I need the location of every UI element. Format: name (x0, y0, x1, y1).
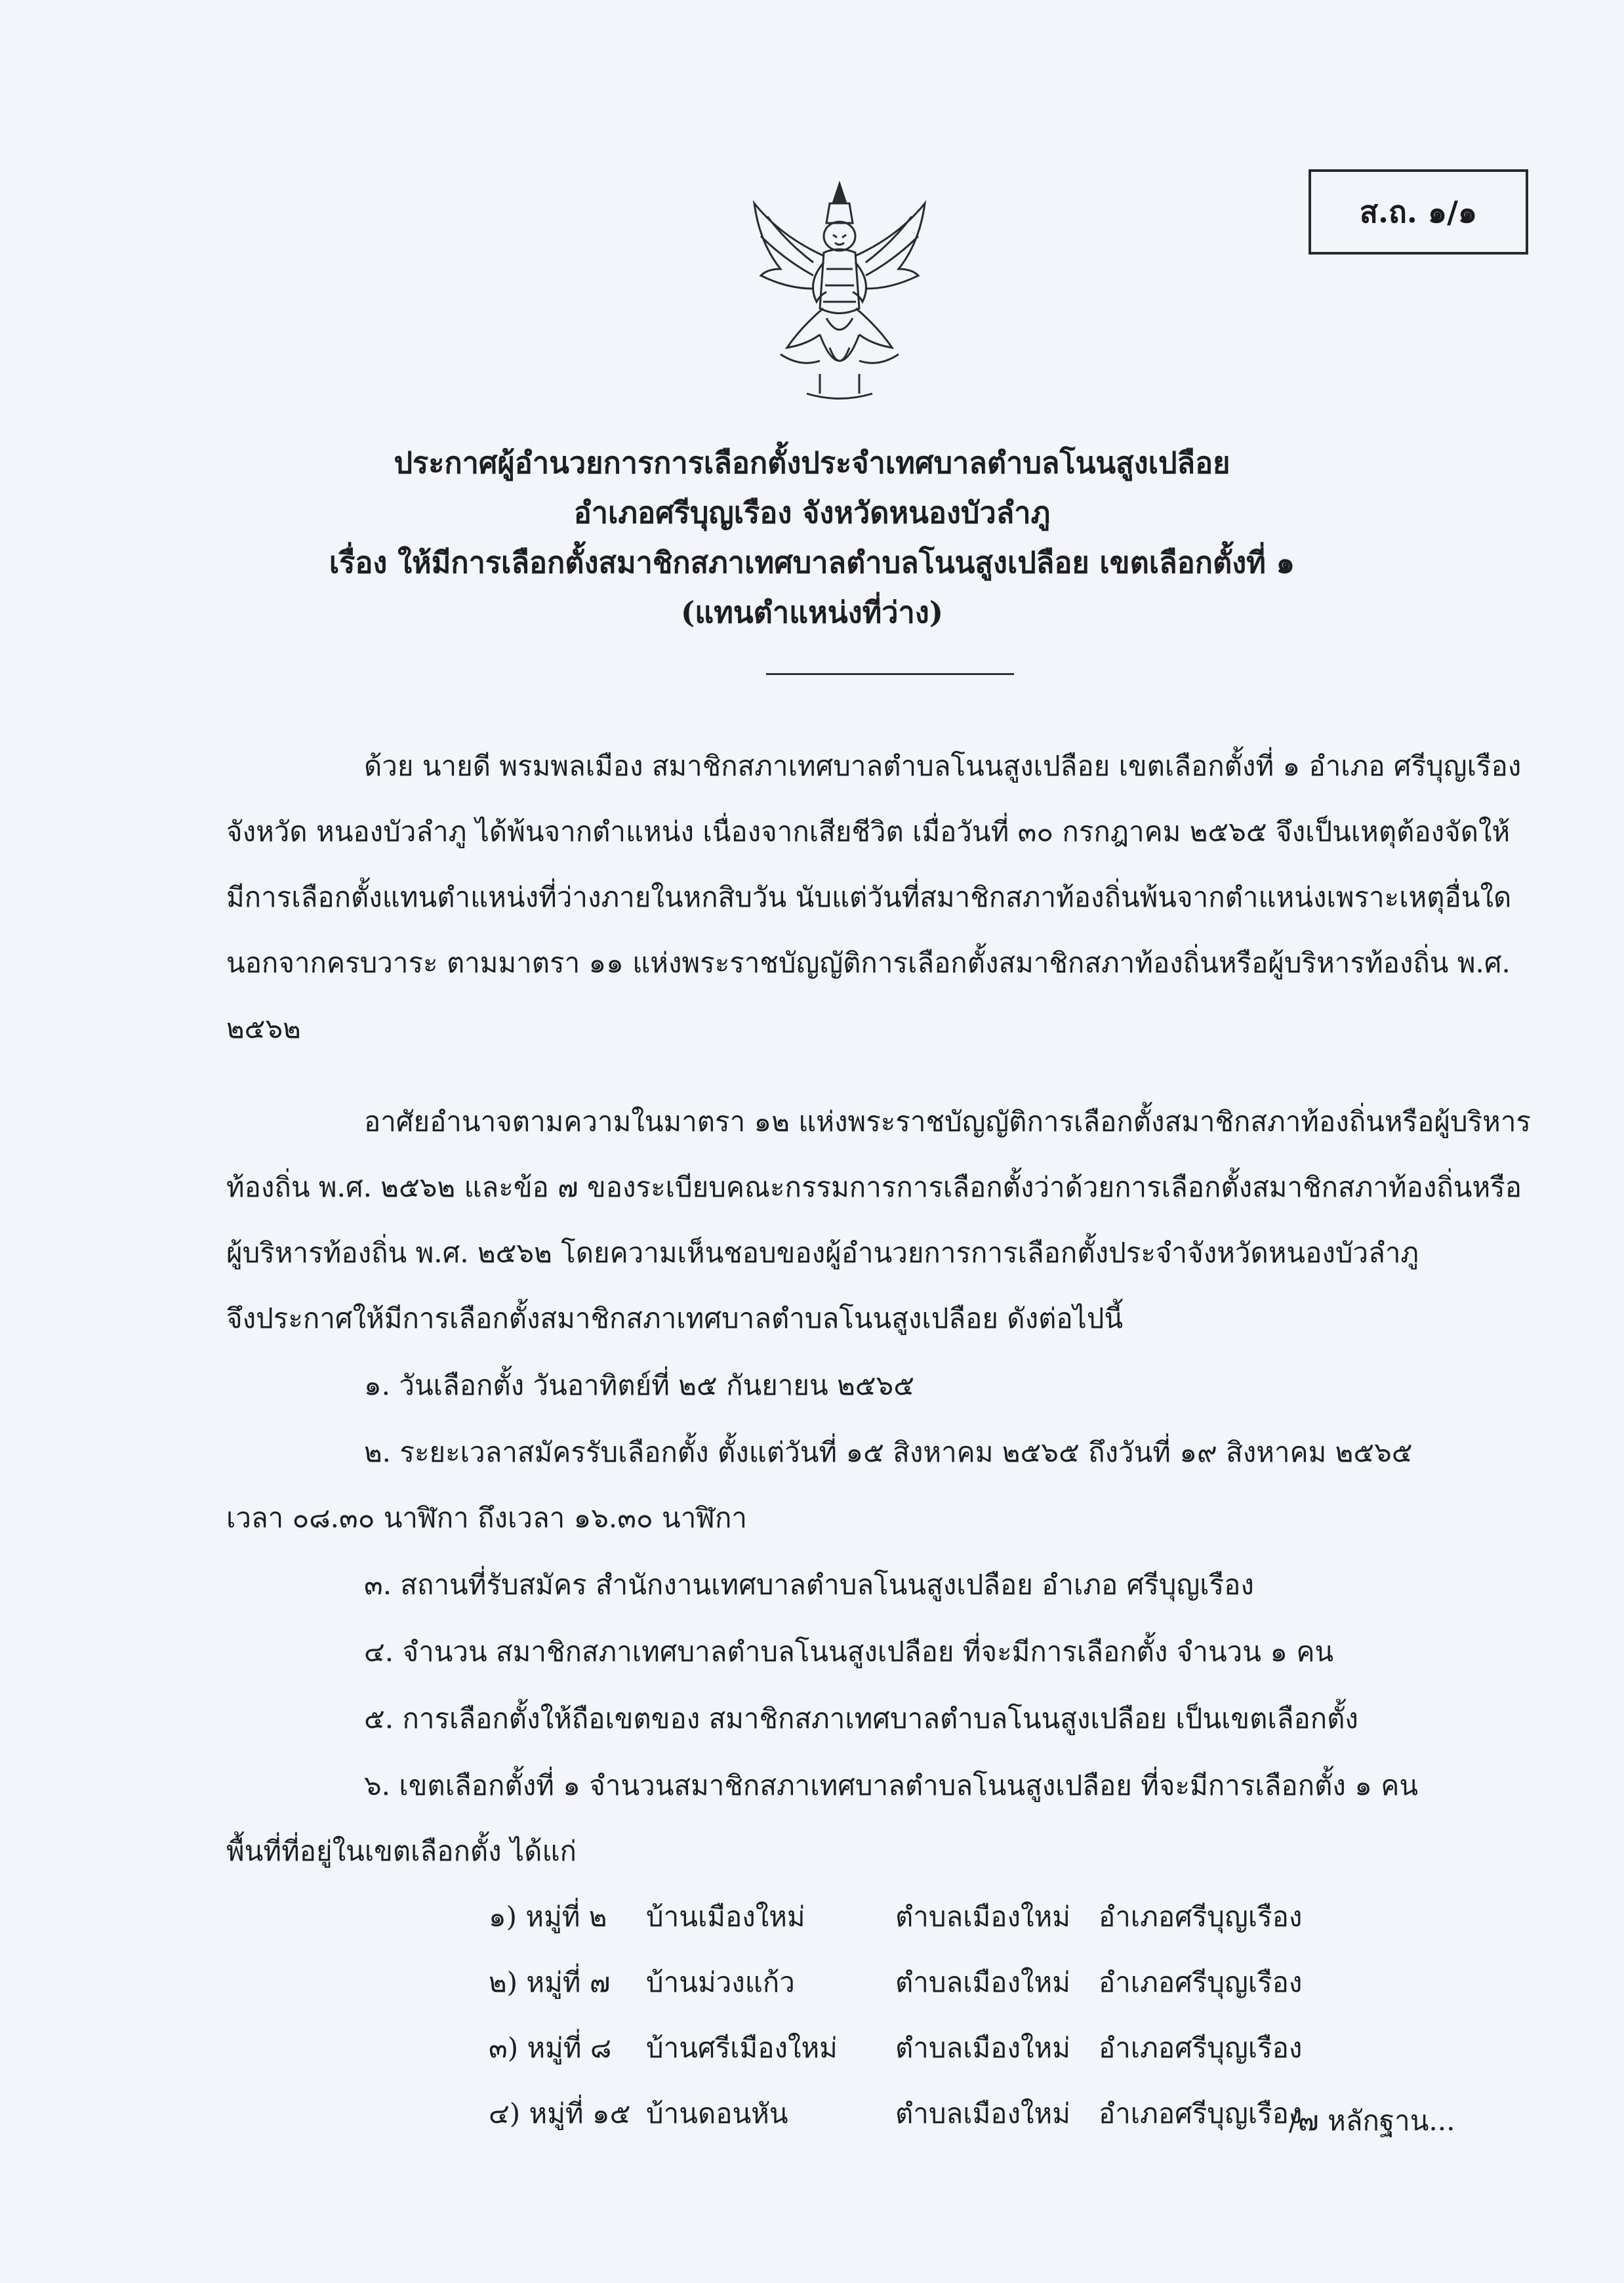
heading-line-4: (แทนตำแหน่งที่ว่าง) (680, 595, 944, 630)
paragraph-2-line: จึงประกาศให้มีการเลือกตั้งสมาชิกสภาเทศบาลตำบลโนนสูงเปลือย ดังต่อไปนี้ (226, 1302, 1124, 1334)
paragraph-2 (226, 1089, 1531, 1351)
paragraph-2-line: ผู้บริหารท้องถิ่น พ.ศ. ๒๕๖๒ โดยความเห็นชอบของผู้อำนวยการการเลือกตั้งประจำจังหวัดหนองบัวลำภู (226, 1237, 1419, 1269)
paragraph-1-line: ๒๕๖๒ (226, 1012, 301, 1044)
heading-line-3: เรื่อง ให้มีการเลือกตั้งสมาชิกสภาเทศบาลตำบลโนนสูงเปลือย เขตเลือกตั้งที่ ๑ (329, 545, 1295, 580)
list-item-2: ๒. ระยะเวลาสมัครรับเลือกตั้ง ตั้งแต่วันที่ ๑๕ สิงหาคม ๒๕๖๕ ถึงวันที่ ๑๙ สิงหาคม ๒๕๖๕ (364, 1436, 1413, 1468)
paragraph-2-line: ท้องถิ่น พ.ศ. ๒๕๖๒ และข้อ ๗ ของระเบียบคณะกรรมการการเลือกตั้งว่าด้วยการเลือกตั้งสมาชิกสภาท้องถิ่นหรือ (226, 1171, 1522, 1203)
list-item-4: ๔. จำนวน สมาชิกสภาเทศบาลตำบลโนนสูงเปลือย ที่จะมีการเลือกตั้ง จำนวน ๑ คน (364, 1635, 1334, 1668)
paragraph-1 (226, 733, 1522, 1061)
village-moo: ๔) หมู่ที่ ๑๕ (489, 2097, 631, 2129)
paragraph-2-line: อาศัยอำนาจตามความในมาตรา ๑๒ แห่งพระราชบัญญัติการเลือกตั้งสมาชิกสภาท้องถิ่นหรือผู้บริหาร (364, 1105, 1531, 1138)
heading-line-2: อำเภอศรีบุญเรือง จังหวัดหนองบัวลำภู (573, 495, 1051, 530)
paragraph-1-line: ด้วย นายดี พรมพลเมือง สมาชิกสภาเทศบาลตำบลโนนสูงเปลือย เขตเลือกตั้งที่ ๑ อำเภอ ศรีบุญเรือง (364, 750, 1522, 782)
heading-line-1: ประกาศผู้อำนวยการการเลือกตั้งประจำเทศบาลตำบลโนนสูงเปลือย (394, 445, 1230, 480)
form-code: ส.ถ. ๑/๑ (1359, 194, 1478, 230)
village-row (226, 1950, 1495, 2015)
village-amphoe: อำเภอศรีบุญเรือง (1099, 2032, 1303, 2064)
village-tambon: ตำบลเมืองใหม่ (895, 2032, 1070, 2064)
village-amphoe: อำเภอศรีบุญเรือง (1099, 1966, 1303, 1998)
list-item-5: ๕. การเลือกตั้งให้ถือเขตของ สมาชิกสภาเทศบาลตำบลโนนสูงเปลือย เป็นเขตเลือกตั้ง (364, 1702, 1358, 1735)
village-name: บ้านดอนหัน (646, 2097, 788, 2129)
list-item-6: ๖. เขตเลือกตั้งที่ ๑ จำนวนสมาชิกสภาเทศบาลตำบลโนนสูงเปลือย ที่จะมีการเลือกตั้ง ๑ คน (364, 1769, 1419, 1801)
form-code-box (1309, 169, 1528, 255)
village-amphoe: อำเภอศรีบุญเรือง (1099, 1901, 1303, 1933)
village-name: บ้านม่วงแก้ว (646, 1966, 795, 1998)
village-tambon: ตำบลเมืองใหม่ (895, 2097, 1070, 2129)
continuation-reference: /๗ หลักฐาน... (1289, 2105, 1455, 2137)
village-row (226, 2015, 1495, 2081)
village-tambon: ตำบลเมืองใหม่ (895, 1966, 1070, 1998)
list-item-1: ๑. วันเลือกตั้ง วันอาทิตย์ที่ ๒๕ กันยายน ๒๕๖๕ (364, 1369, 914, 1401)
garuda-emblem-icon (741, 177, 938, 410)
list-item-3: ๓. สถานที่รับสมัคร สำนักงานเทศบาลตำบลโนนสูงเปลือย อำเภอ ศรีบุญเรือง (364, 1569, 1254, 1601)
village-tambon: ตำบลเมืองใหม่ (895, 1901, 1070, 1933)
paragraph-1-line: มีการเลือกตั้งแทนตำแหน่งที่ว่างภายในหกสิบวัน นับแต่วันที่สมาชิกสภาท้องถิ่นพ้นจากตำแหน่งเพราะเหตุอื่นใด (226, 881, 1512, 913)
village-amphoe: อำเภอศรีบุญเรือง (1099, 2097, 1303, 2129)
village-name: บ้านเมืองใหม่ (646, 1901, 805, 1933)
announcement-body (226, 733, 1531, 2147)
village-name: บ้านศรีเมืองใหม่ (646, 2032, 838, 2064)
village-moo: ๑) หมู่ที่ ๒ (489, 1901, 607, 1933)
list-item-6-continued: พื้นที่ที่อยู่ในเขตเลือกตั้ง ได้แก่ (226, 1835, 577, 1867)
announcement-heading (197, 438, 1427, 638)
village-row (226, 1884, 1495, 1950)
village-moo: ๒) หมู่ที่ ๗ (489, 1966, 611, 1998)
list-item-2-continued: เวลา ๐๘.๓๐ นาฬิกา ถึงเวลา ๑๖.๓๐ นาฬิกา (226, 1502, 748, 1534)
paragraph-1-line: นอกจากครบวาระ ตามมาตรา ๑๑ แห่งพระราชบัญญัติการเลือกตั้งสมาชิกสภาท้องถิ่นหรือผู้บริหารท้องถิ่น พ.ศ. (226, 947, 1511, 979)
heading-divider (766, 673, 1014, 675)
paragraph-1-line: จังหวัด หนองบัวลำภู ได้พ้นจากตำแหน่ง เนื่องจากเสียชีวิต เมื่อวันที่ ๓๐ กรกฎาคม ๒๕๖๕ จึงเป็นเหตุต้องจัดให้ (226, 815, 1511, 848)
village-moo: ๓) หมู่ที่ ๘ (489, 2032, 612, 2064)
